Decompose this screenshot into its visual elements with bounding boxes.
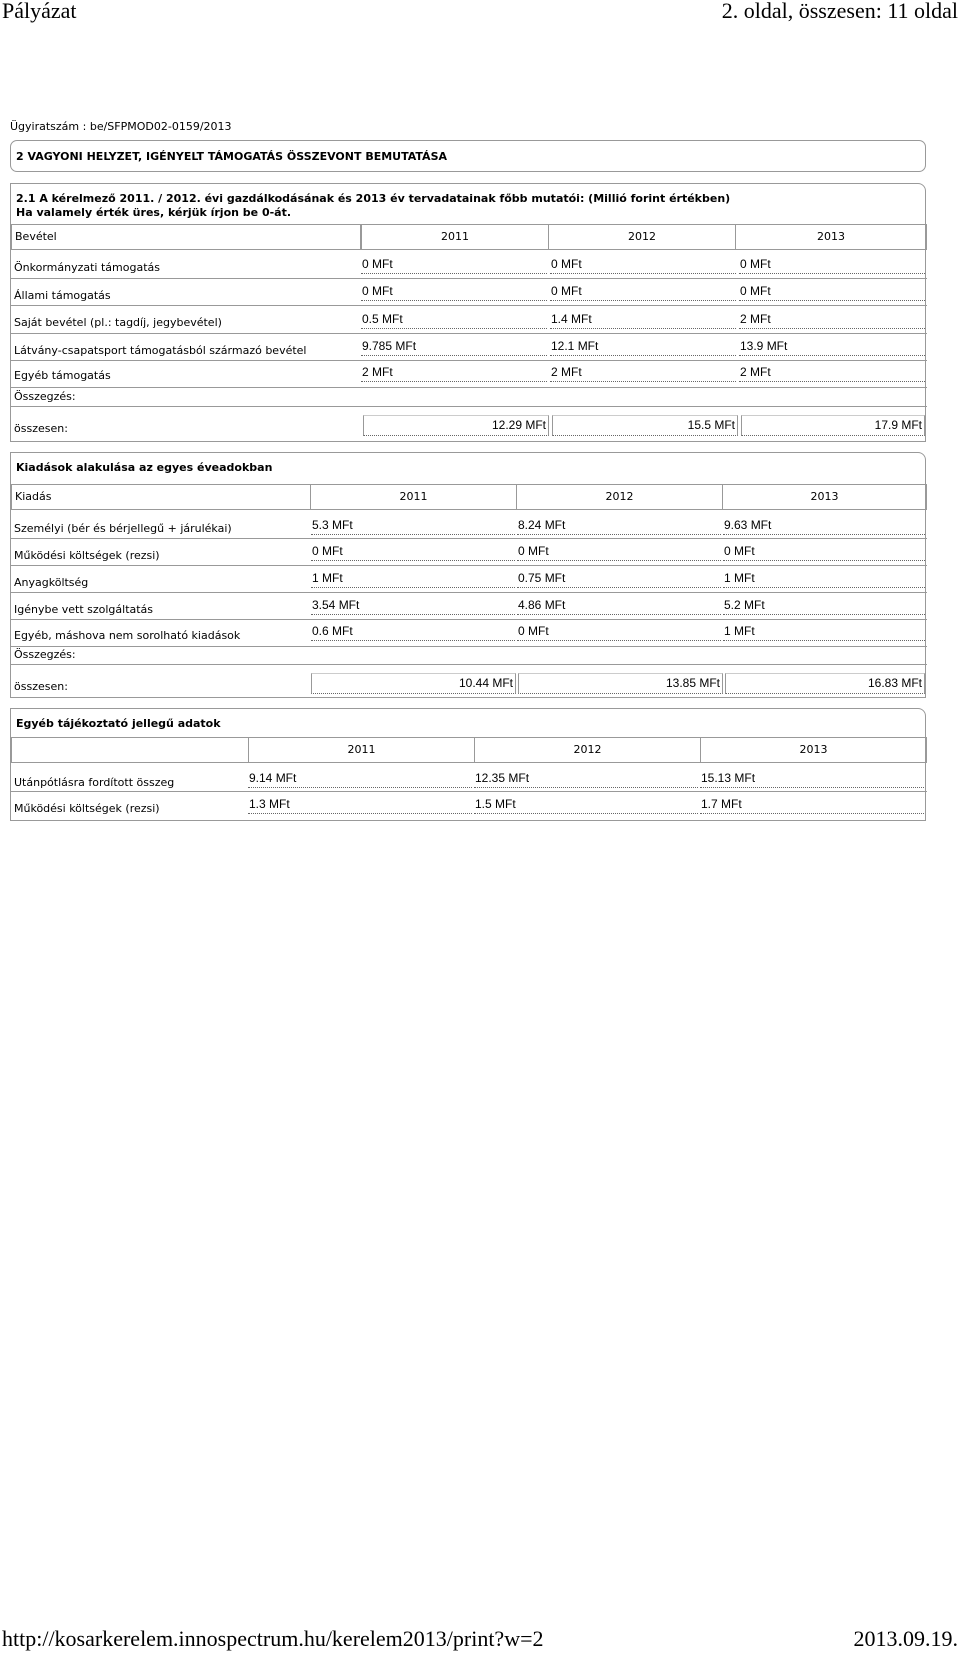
value-field[interactable]: 2 MFt (739, 363, 925, 382)
row-label: Működési költségek (rezsi) (14, 802, 160, 815)
income-header-row (11, 224, 927, 250)
expense-total-2012: 13.85 MFt (518, 673, 723, 694)
table-row (11, 333, 927, 360)
income-panel (10, 183, 926, 442)
row-label: Saját bevétel (pl.: tagdíj, jegybevétel) (14, 316, 222, 329)
value-field[interactable]: 0 MFt (517, 542, 721, 561)
expense-total-2011: 10.44 MFt (311, 673, 516, 694)
value-field[interactable]: 4.86 MFt (517, 596, 721, 615)
value-field[interactable]: 0.75 MFt (517, 569, 721, 588)
row-label: Személyi (bér és bérjellegű + járulékai) (14, 522, 232, 535)
other-info-year-2011: 2011 (248, 737, 475, 763)
table-row (11, 592, 927, 619)
value-field[interactable]: 2 MFt (550, 363, 736, 382)
value-field[interactable]: 0 MFt (550, 255, 736, 274)
value-field[interactable]: 5.2 MFt (723, 596, 925, 615)
page-footer-url: http://kosarkerelem.innospectrum.hu/kerelem2013/print?w=2 (2, 1626, 544, 1651)
expense-year-2012: 2012 (516, 484, 723, 510)
page-header-pagination: 2. oldal, összesen: 11 oldal (721, 0, 958, 23)
value-field[interactable]: 12.1 MFt (550, 337, 736, 356)
income-total-2011: 12.29 MFt (363, 415, 549, 436)
value-field[interactable]: 1.4 MFt (550, 310, 736, 329)
table-row (11, 510, 927, 538)
other-info-panel (10, 708, 926, 821)
expense-panel (10, 452, 926, 698)
value-field[interactable]: 0 MFt (517, 622, 721, 641)
value-field[interactable]: 9.63 MFt (723, 516, 925, 535)
value-field[interactable]: 2 MFt (739, 310, 925, 329)
section-title: 2 VAGYONI HELYZET, IGÉNYELT TÁMOGATÁS ÖSSZEVONT BEMUTATÁSA (10, 140, 926, 172)
value-field[interactable]: 1 MFt (311, 569, 515, 588)
other-info-heading: Egyéb tájékoztató jellegű adatok (16, 717, 221, 730)
income-year-2012: 2012 (548, 224, 736, 250)
value-field[interactable]: 0 MFt (723, 542, 925, 561)
value-field[interactable]: 0 MFt (739, 255, 925, 274)
table-row (11, 538, 927, 565)
table-row (11, 565, 927, 592)
row-label: Önkormányzati támogatás (14, 261, 160, 274)
value-field[interactable]: 9.14 MFt (248, 769, 472, 788)
value-field[interactable]: 2 MFt (361, 363, 547, 382)
income-total-label: összesen: (14, 422, 68, 435)
value-field[interactable]: 0 MFt (550, 282, 736, 301)
expense-total-label: összesen: (14, 680, 68, 693)
expense-total-2013: 16.83 MFt (725, 673, 925, 694)
table-row (11, 763, 927, 791)
value-field[interactable]: 13.9 MFt (739, 337, 925, 356)
expense-col-label: Kiadás (11, 484, 311, 510)
other-info-header-row (11, 737, 927, 763)
value-field[interactable]: 8.24 MFt (517, 516, 721, 535)
row-divider (11, 664, 927, 665)
page-footer-date: 2013.09.19. (853, 1626, 958, 1651)
value-field[interactable]: 1.7 MFt (700, 795, 924, 814)
value-field[interactable]: 0 MFt (739, 282, 925, 301)
income-heading-line2: Ha valamely érték üres, kérjük írjon be 0-át. (16, 206, 292, 219)
row-label: Működési költségek (rezsi) (14, 549, 160, 562)
value-field[interactable]: 0.5 MFt (361, 310, 547, 329)
income-total-2012: 15.5 MFt (552, 415, 738, 436)
value-field[interactable]: 3.54 MFt (311, 596, 515, 615)
value-field[interactable]: 0 MFt (361, 282, 547, 301)
value-field[interactable]: 1.3 MFt (248, 795, 472, 814)
row-divider (11, 646, 927, 647)
income-col-label: Bevétel (11, 224, 361, 250)
expense-year-2011: 2011 (310, 484, 517, 510)
value-field[interactable]: 0 MFt (311, 542, 515, 561)
expense-heading: Kiadások alakulása az egyes éveadokban (16, 461, 273, 474)
row-label: Utánpótlásra fordított összeg (14, 776, 175, 789)
page-footer (0, 1626, 960, 1654)
value-field[interactable]: 0.6 MFt (311, 622, 515, 641)
row-label: Anyagköltség (14, 576, 89, 589)
expense-year-2013: 2013 (722, 484, 927, 510)
row-label: Látvány-csapatsport támogatásból származó bevétel (14, 344, 307, 357)
other-info-year-2013: 2013 (700, 737, 927, 763)
row-label: Egyéb támogatás (14, 369, 111, 382)
income-summary-label: Összegzés: (14, 390, 76, 403)
income-heading-line1: 2.1 A kérelmező 2011. / 2012. évi gazdálkodásának és 2013 év tervadatainak főbb mutatói: (Millió forint értékben) (16, 192, 731, 205)
row-divider (11, 406, 927, 407)
value-field[interactable]: 12.35 MFt (474, 769, 698, 788)
table-row (11, 250, 927, 278)
page-header-title: Pályázat (2, 0, 77, 23)
table-row (11, 619, 927, 646)
value-field[interactable]: 5.3 MFt (311, 516, 515, 535)
value-field[interactable]: 0 MFt (361, 255, 547, 274)
income-year-2011: 2011 (361, 224, 549, 250)
table-row (11, 278, 927, 305)
income-year-2013: 2013 (735, 224, 927, 250)
expense-summary-label: Összegzés: (14, 648, 76, 661)
value-field[interactable]: 1 MFt (723, 569, 925, 588)
value-field[interactable]: 15.13 MFt (700, 769, 924, 788)
page-header (0, 0, 960, 26)
value-field[interactable]: 1 MFt (723, 622, 925, 641)
expense-header-row (11, 484, 927, 510)
value-field[interactable]: 9.785 MFt (361, 337, 547, 356)
table-row (11, 305, 927, 333)
row-label: Egyéb, máshova nem sorolható kiadások (14, 629, 241, 642)
other-info-col-blank (11, 737, 249, 763)
row-label: Igénybe vett szolgáltatás (14, 603, 154, 616)
row-divider (11, 387, 927, 388)
table-row (11, 791, 927, 821)
income-total-2013: 17.9 MFt (741, 415, 925, 436)
table-row (11, 360, 927, 387)
other-info-year-2012: 2012 (474, 737, 701, 763)
value-field[interactable]: 1.5 MFt (474, 795, 698, 814)
income-heading (11, 184, 925, 220)
case-number: Ügyiratszám : be/SFPMOD02-0159/2013 (10, 120, 232, 133)
row-label: Állami támogatás (14, 289, 111, 302)
